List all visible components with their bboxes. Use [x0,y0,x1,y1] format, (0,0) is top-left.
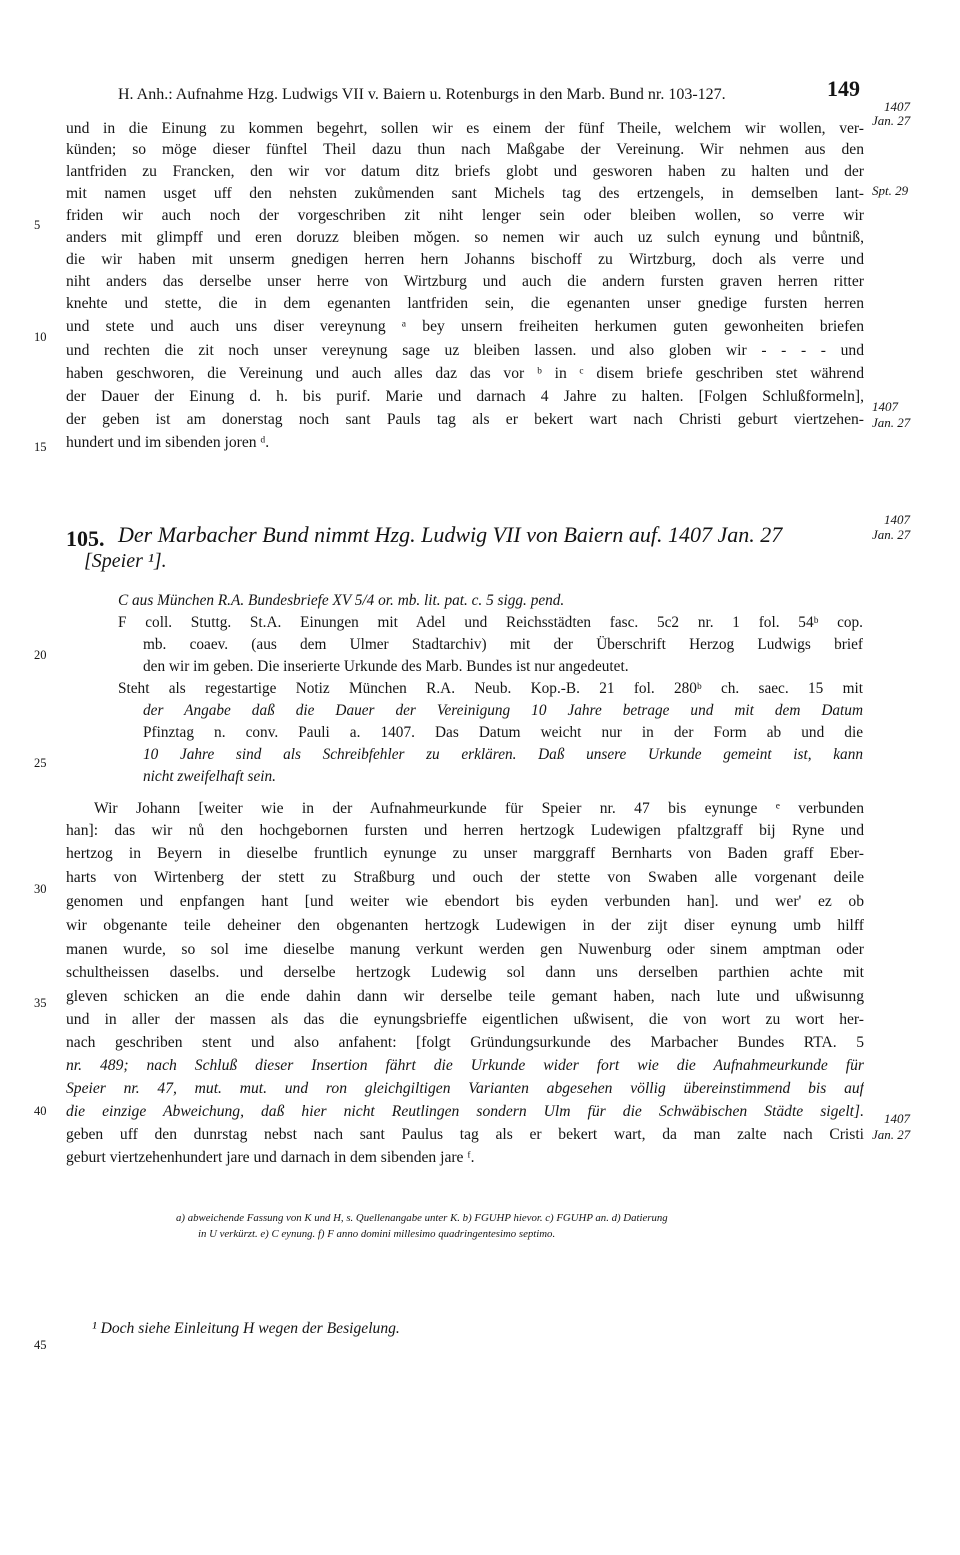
text-line: die einzige Abweichung, daß hier nicht Reutlingen sondern Ulm für die Schwäbischen Städte sigelt]. [66,1103,864,1120]
line-number: 40 [34,1104,47,1118]
text-line: mit namen usget uff den nehsten zukůmenden sant Michels tag des ertzengels, in demselben lant- [66,185,864,202]
text-line: wir obgenante teile deheiner den obgenanten hertzogk Ludewigen in der zijt diser eynung umb hilff [66,917,864,934]
text-line: nach geschriben stent und also anfahent: [folgt Gründungsurkunde des Marbacher Bundes RTA. 5 [66,1034,864,1051]
text-line: manen wurde, so sol ime dieselbe manung verkunt werden gen Nuwenburg oder sinem amptman oder [66,941,864,958]
line-number: 45 [34,1338,47,1352]
margin-date: Spt. 29 [872,183,909,198]
text-line: und in aller der massen als das die eynungsbrieffe eigentlichen ußwisent, die von wort zu wort her- [66,1011,864,1028]
line-number: 35 [34,996,47,1010]
margin-date: Jan. 27 [872,113,911,128]
line-number: 20 [34,648,47,662]
line-number: 10 [34,330,47,344]
text-line: geburt viertzehenhundert jare und darnach in dem sibenden jare ᶠ. [66,1149,475,1166]
source-line: Pfinztag n. conv. Pauli a. 1407. Das Datum weicht nur in der Form ab und die [143,724,863,741]
source-line: C aus München R.A. Bundesbriefe XV 5/4 or. mb. lit. pat. c. 5 sigg. pend. [118,592,565,609]
source-line: 10 Jahre sind als Schreibfehler zu erklären. Daß unsere Urkunde gemeint ist, kann [143,746,863,763]
margin-date: 1407 [884,512,910,527]
source-line: der Angabe daß die Dauer der Vereinigung 10 Jahre betrage und mit dem Datum [143,702,863,719]
source-line: F coll. Stuttg. St.A. Einungen mit Adel und Reichsstädten fasc. 5c2 nr. 1 fol. 54ᵇ cop. [118,614,863,631]
document-number: 105. [66,526,105,551]
text-line: hundert und im sibenden joren ᵈ. [66,434,270,451]
text-line: der geben ist am donerstag noch sant Pauls tag als er bekert wart nach Christi geburt viertzehen- [66,411,864,428]
source-line: den wir im geben. Die inserierte Urkunde des Marb. Bundes ist nur angedeutet. [143,658,629,675]
margin-date: Jan. 27 [872,415,911,430]
text-line: die wir haben mit unserm gnedigen herren hern Johanns bischoff zu Wirtzburg, doch als verre und [66,251,864,268]
line-number: 25 [34,756,47,770]
text-line: künden; so möge dieser fünftel Theil dazu thun nach Maßgabe der Vereinung. Wir nehmen aus den [66,141,864,158]
footnote-note: ¹ Doch siehe Einleitung H wegen der Besigelung. [92,1320,400,1337]
text-line: Wir Johann [weiter wie in der Aufnahmeurkunde für Speier nr. 47 bis eynunge ᵉ verbunden [94,800,864,817]
line-number: 5 [34,218,41,232]
line-number: 15 [34,440,47,454]
text-line: und in die Einung zu kommen begehrt, sollen wir es einem der fünf Theile, welchem wir wollen, ver- [66,120,864,137]
text-line: niht anders das derselbe unser herre von Wirtzburg und auch die andern fursten graven herren ritter [66,273,864,290]
line-number: 30 [34,882,47,896]
text-line: geben uff den dunrstag nebst nach sant Paulus tag als er bekert wart, da man zalte nach Cristi [66,1126,864,1143]
text-line: genomen und enpfangen hant [und weiter wie ebendort bis eyden verbunden han]. und wer' ez ob [66,893,864,910]
source-line: Steht als regestartige Notiz München R.A. Neub. Kop.-B. 21 fol. 280ᵇ ch. saec. 15 mit [118,680,863,697]
text-line: schultheissen daselbs. und derselbe hertzogk Ludewig sol dann uns derselben parthien achte mit [66,964,864,981]
text-line: Speier nr. 47, mut. mut. und ron gleichgiltigen Varianten abgesehen völlig übereinstimmend bis auf [66,1080,864,1097]
running-head-title: H. Anh.: Aufnahme Hzg. Ludwigs VII v. Baiern u. Rotenburgs in den Marb. Bund nr. 103-127. [118,86,726,103]
margin-date: Jan. 27 [872,527,911,542]
text-line: anders mit glimpff und eren doruzz bleiben mǒgen. so nemen wir auch uz sulch eynung und bůntniß, [66,229,864,246]
source-line: nicht zweifelhaft sein. [143,768,276,785]
footnote-line: in U verkürzt. e) C eynung. f) F anno domini millesimo quadringentesimo septimo. [198,1228,556,1240]
margin-date: 1407 [884,1111,910,1126]
text-line: knehte und stette, die in dem egenanten lantfriden sein, die egenanten unser gnedige fursten herren [66,295,864,312]
text-line: nr. 489; nach Schluß dieser Insertion fährt die Urkunde wider fort wie die Aufnahmeurkunde für [66,1057,864,1074]
document-heading [66,520,866,574]
text-line: harts von Wirtenberg der stett zu Straßburg und ouch der stette von Swaben alle vorgenant deile [66,869,864,886]
text-line: han]: das wir nů den hochgebornen fursten und herren hertzogk Ludewigen pfaltzgraff bij Ryne und [66,822,864,839]
text-line: haben geschworen, die Vereinung und auch alles daz das vor ᵇ in ᶜ disem briefe geschriben stet während [66,365,864,382]
source-line: mb. coaev. (aus dem Ulmer Stadtarchiv) mit der Überschrift Herzog Ludwigs brief [143,636,863,653]
margin-date: 1407 [884,99,910,114]
running-head [118,76,860,106]
footnote-line: a) abweichende Fassung von K und H, s. Quellenangabe unter K. b) FGUHP hievor. c) FGUHP an. d) Datierung [176,1212,668,1224]
margin-date: 1407 [872,399,898,414]
text-line: lantfriden zu Francken, den wir vor datum ditz briefs globt und gesworen haben zu halten und der [66,163,864,180]
text-line: und rechten die zit noch unser vereynung sage uz bleiben lassen. und also globen wir - - - - und [66,342,864,359]
text-line: und stete und auch uns diser vereynung ᵃ bey unsern freiheiten herkumen guten gewonheiten briefen [66,318,864,335]
margin-date: Jan. 27 [872,1127,911,1142]
text-line: gleven schicken an die ende dahin dann wir derselbe teile gemant haben, nach lute und ußwisunng [66,988,864,1005]
text-line: friden wir auch noch der vorgeschriben zit niht lenger sein oder bleiben wollen, so verre wir [66,207,864,224]
heading-place: [Speier ¹]. [84,550,167,572]
page-number: 149 [827,76,860,101]
text-line: der Dauer der Einung d. h. bis purif. Marie und darnach 4 Jahre zu halten. [Folgen Schlußformeln], [66,388,864,405]
text-line: hertzog in Beyern in dieselbe fruntlich eynunge zu unser marggraff Bernharts von Baden graff Eber- [66,845,864,862]
heading-title: Der Marbacher Bund nimmt Hzg. Ludwig VII von Baiern auf. 1407 Jan. 27 [118,522,783,547]
